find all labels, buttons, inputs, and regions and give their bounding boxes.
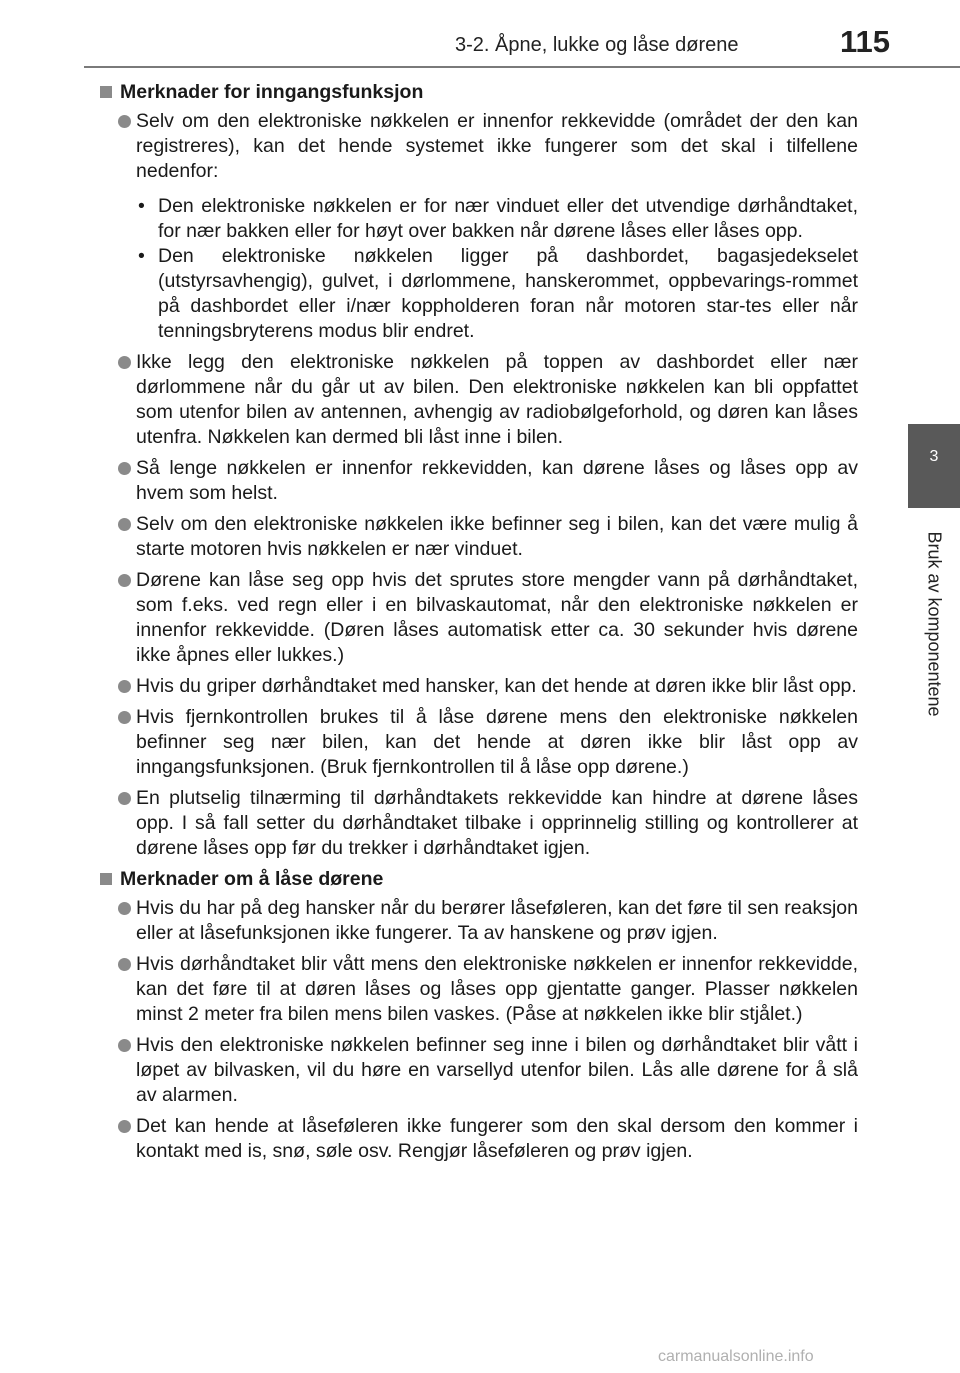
- list-item: [100, 952, 858, 1027]
- list-item: [100, 786, 858, 861]
- header-divider: [84, 66, 960, 68]
- watermark-link[interactable]: carmanualsonline.info: [658, 1348, 814, 1365]
- list-item-text: Hvis fjernkontrollen brukes til å låse dørene mens den elektroniske nøkkelen befinner seg nær bilen, kan det hende at døren ikke blir låst opp av inngangsfunksjonen. (Bruk fjernkontrollen til å låse opp dørene.): [136, 706, 858, 778]
- list-item-text: Hvis dørhåndtaket blir vått mens den elektroniske nøkkelen er innenfor rekkevidde, kan det føre til at døren låses og låses opp gjentatte ganger. Plasser nøkkelen minst 2 meter fra bilen mens bilen vaskes. (Påse at nøkkelen ikke blir stjålet.): [136, 953, 858, 1025]
- circle-bullet-icon: [118, 1039, 131, 1052]
- sub-list-item: [136, 194, 858, 244]
- list-item: [100, 568, 858, 668]
- list-item-text: Selv om den elektroniske nøkkelen er innenfor rekkevidde (området der den kan registreres), kan det hende systemet ikke fungerer som det skal i tilfellene nedenfor:: [136, 110, 858, 182]
- small-bullet-icon: •: [138, 195, 145, 217]
- list-item: [100, 512, 858, 562]
- main-content: [100, 80, 858, 1170]
- sub-list-item-text: Den elektroniske nøkkelen er for nær vinduet eller det utvendige dørhåndtaket, for nær bakken eller for høyt over bakken når dørene låses eller låses opp.: [158, 195, 858, 242]
- list-item: [100, 350, 858, 450]
- section-heading-text: Merknader for inngangsfunksjon: [120, 81, 424, 103]
- circle-bullet-icon: [118, 356, 131, 369]
- page-header: [0, 0, 960, 70]
- chapter-tab: [908, 424, 960, 508]
- list-item: [100, 1033, 858, 1108]
- list-item-text: Hvis du griper dørhåndtaket med hansker, kan det hende at døren ikke blir låst opp.: [136, 675, 857, 697]
- list-item: [100, 705, 858, 780]
- sub-list-item-text: Den elektroniske nøkkelen ligger på dashbordet, bagasjedekselet (utstyrsavhengig), gulvet, i dørlommene, hanskerommet, oppbevarings-rommet på dashbordet eller i/nær koppholderen foran når motoren star-tes eller når tenningsbryterens modus blir endret.: [158, 245, 858, 342]
- circle-bullet-icon: [118, 680, 131, 693]
- sub-list: [136, 194, 858, 344]
- list-item-text: Ikke legg den elektroniske nøkkelen på toppen av dashbordet eller nær dørlommene når du går ut av bilen. Den elektroniske nøkkelen kan bli oppfattet som utenfor bilen av antennen, avhengig av radiobølgeforhold, og døren kan låses utenfra. Nøkkelen kan dermed bli låst inne i bilen.: [136, 351, 858, 448]
- circle-bullet-icon: [118, 902, 131, 915]
- square-bullet-icon: [100, 86, 112, 98]
- square-bullet-icon: [100, 873, 112, 885]
- list-item-text: Hvis du har på deg hansker når du berører låseføleren, kan det føre til sen reaksjon eller at låsefunksjonen ikke fungerer. Ta av hanskene og prøv igjen.: [136, 897, 858, 944]
- section-heading-text: Merknader om å låse dørene: [120, 868, 384, 890]
- list-item-text: Så lenge nøkkelen er innenfor rekkevidden, kan dørene låses og låses opp av hvem som helst.: [136, 457, 858, 504]
- list-item: [100, 456, 858, 506]
- section-title: 3-2. Åpne, lukke og låse dørene: [455, 34, 739, 56]
- chapter-title: Bruk av komponentene: [924, 531, 945, 717]
- small-bullet-icon: •: [138, 245, 145, 267]
- circle-bullet-icon: [118, 518, 131, 531]
- list-item: [100, 674, 858, 699]
- circle-bullet-icon: [118, 574, 131, 587]
- section-heading: [100, 80, 858, 105]
- list-item-text: En plutselig tilnærming til dørhåndtakets rekkevidde kan hindre at dørene låses opp. I så fall setter du dørhåndtaket tilbake i opprinnelig stilling og kontrollerer at dørene låses opp før du trekker i dørhåndtaket igjen.: [136, 787, 858, 859]
- circle-bullet-icon: [118, 1120, 131, 1133]
- list-item-text: Dørene kan låse seg opp hvis det sprutes store mengder vann på dørhåndtaket, som f.eks. ved regn eller i en bilvaskautomat, når den elektroniske nøkkelen er innenfor rekkevidde. (Døren låses automatisk etter ca. 30 sekunder hvis dørene ikke åpnes eller lukkes.): [136, 569, 858, 666]
- chapter-label-area: [908, 508, 960, 740]
- circle-bullet-icon: [118, 792, 131, 805]
- sub-list-item: [136, 244, 858, 344]
- list-item-text: Hvis den elektroniske nøkkelen befinner seg inne i bilen og dørhåndtaket blir vått i løpet av bilvasken, vil du høre en varsellyd utenfor bilen. Lås alle dørene for å slå av alarmen.: [136, 1034, 858, 1106]
- circle-bullet-icon: [118, 958, 131, 971]
- list-item: [100, 896, 858, 946]
- section-heading: [100, 867, 858, 892]
- list-item: [100, 1114, 858, 1164]
- list-item: [100, 109, 858, 344]
- circle-bullet-icon: [118, 711, 131, 724]
- list-item-text: Selv om den elektroniske nøkkelen ikke befinner seg i bilen, kan det være mulig å starte motoren hvis nøkkelen er nær vinduet.: [136, 513, 858, 560]
- circle-bullet-icon: [118, 462, 131, 475]
- list-item-text: Det kan hende at låseføleren ikke fungerer som den skal dersom den kommer i kontakt med is, snø, søle osv. Rengjør låseføleren og prøv igjen.: [136, 1115, 858, 1162]
- chapter-number: 3: [929, 448, 939, 465]
- circle-bullet-icon: [118, 115, 131, 128]
- page-number: 115: [840, 24, 891, 59]
